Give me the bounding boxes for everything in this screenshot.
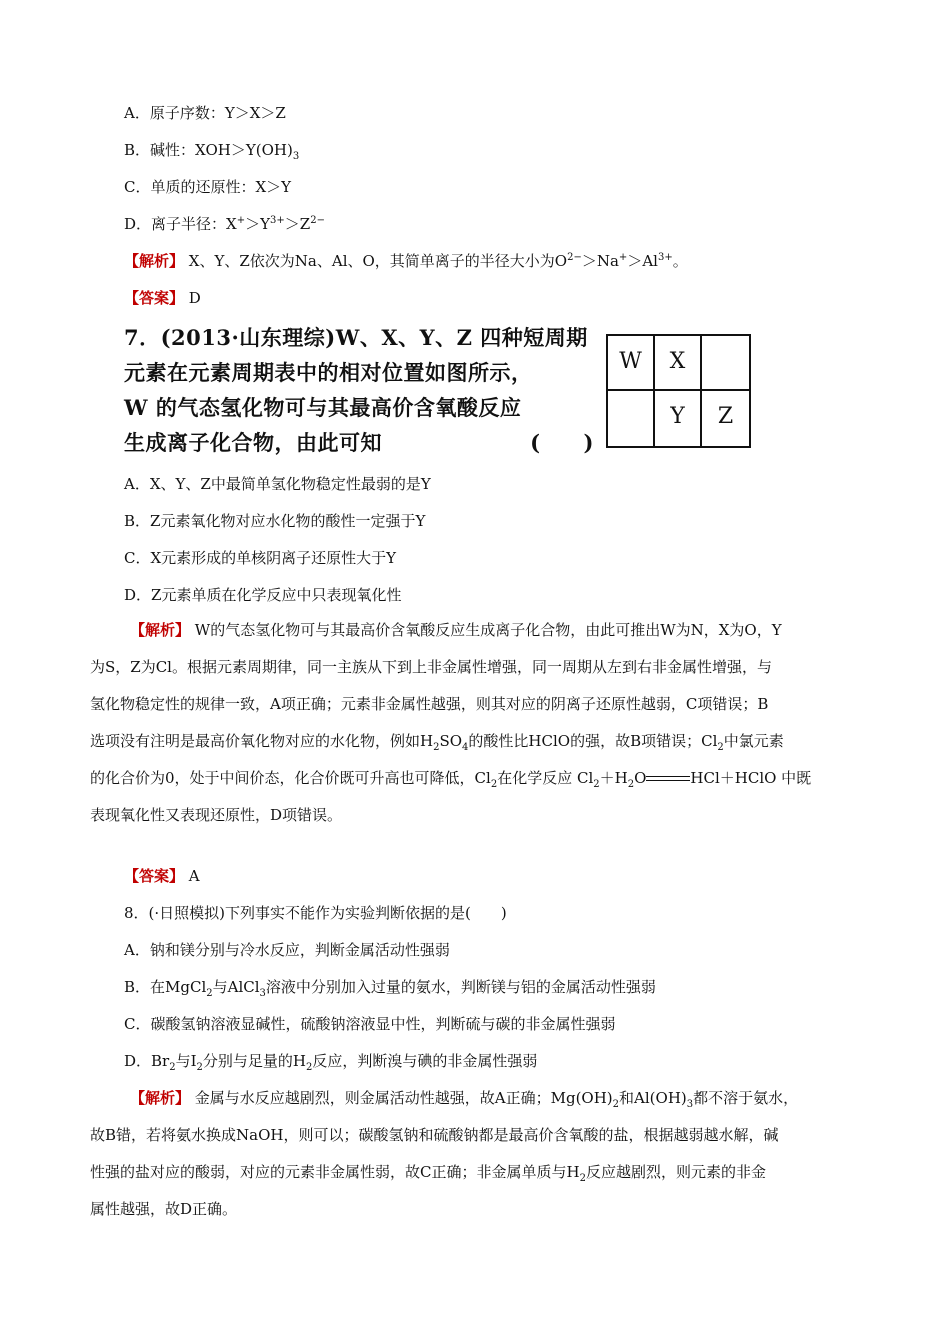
periodic-table-fragment xyxy=(606,334,751,448)
q6-option-c: C．单质的还原性：X＞Y xyxy=(124,178,292,196)
q7-option-b: B．Z元素氧化物对应水化物的酸性一定强于Y xyxy=(124,512,426,530)
q6-analysis: 【解析】 X、Y、Z依次为Na、Al、O，其简单离子的半径大小为$O^{2-}>Na^+>Al^{3+}$。 xyxy=(124,252,688,270)
q6-option-d: D．离子半径：$X^+>Y^{3+}>Z^{2-}$ xyxy=(124,215,325,233)
table-cell-x: X xyxy=(655,336,702,391)
q8-option-a: A．钠和镁分别与冷水反应，判断金属活动性强弱 xyxy=(124,941,450,959)
q8-stem: 8．(·日照模拟)下列事实不能作为实验判断依据的是( ) xyxy=(124,904,507,922)
answer-blank: ( ) xyxy=(530,430,594,455)
table-cell-z: Z xyxy=(717,404,734,429)
answer-tag: 【答案】 xyxy=(124,289,185,307)
q7-option-d: D．Z元素单质在化学反应中只表现氧化性 xyxy=(124,586,402,604)
q7-answer: 【答案】 A xyxy=(124,867,200,885)
table-cell-w: W xyxy=(608,336,655,391)
q7-option-a: A．X、Y、Z中最简单氢化物稳定性最弱的是Y xyxy=(124,475,431,493)
q7-option-c: C．X元素形成的单核阴离子还原性大于Y xyxy=(124,549,397,567)
reversible-equals-sign xyxy=(646,776,690,782)
q7-analysis: 【解析】 W的气态氢化物可与其最高价含氧酸反应生成离子化合物，由此可推出W为N，X为O，Y 为S，Z为Cl。根据元素周期律，同一主族从下到上非金属性增强，同一周期从左到右非金属性增强，与 氢化物稳定性的规律一致，A项正确；元素非金属性越强，则其对应的阴离子还原性越弱，C项错误；B 选项没有注明是最高价氧化物对应的水化物，例如$H_2SO_4$的酸性比HClO的强，故B项错误；$Cl_2$中氯元素 的化合价为0，处于中间价态，化合价既可升高也可降低，$Cl_2$在化学反应 $Cl_2+H_2O$ HCl＋HClO 中既 表现氧化性又表现还原性，D项错误。 xyxy=(90,621,812,824)
q8-option-d: D．$Br_2$与$I_2$分别与足量的$H_2$反应，判断溴与碘的非金属性强弱 xyxy=(124,1052,538,1073)
analysis-tag: 【解析】 xyxy=(130,621,191,639)
q8-option-b: B．在MgCl$_2$与AlCl$_3$溶液中分别加入过量的氨水，判断镁与铝的金属活动性强弱 xyxy=(124,978,656,999)
q8-option-c: C．碳酸氢钠溶液显碱性，硫酸钠溶液显中性，判断硫与碳的非金属性强弱 xyxy=(124,1015,616,1033)
q8-analysis: 【解析】 金属与水反应越剧烈，则金属活动性越强，故A正确；$Mg(OH)_2$和$Al(OH)_3$都不溶于氨水， 故B错，若将氨水换成NaOH，则可以；碳酸氢钠和硫酸钠都是最高价含氧酸的盐，根据越弱越水解，碱 性强的盐对应的酸弱，对应的元素非金属性弱，故C正确；非金属单质与$H_2$反应越剧烈，则元素的非金 属性越强，故D正确。 xyxy=(90,1089,799,1218)
q6-option-b: B．碱性：$XOH>Y(OH)_3$ xyxy=(124,141,300,162)
table-cell-y: Y xyxy=(655,391,702,446)
q6-answer: 【答案】 D xyxy=(124,289,201,307)
table-cell-empty xyxy=(608,391,655,446)
table-cell-empty xyxy=(702,336,749,391)
analysis-tag: 【解析】 xyxy=(124,252,185,270)
q6-option-a: A．原子序数：Y＞X＞Z xyxy=(124,104,286,122)
q7-stem: 7．(2013·山东理综)W、X、Y、Z 四种短周期 元素在元素周期表中的相对位置如图所示， W 的气态氢化物可与其最高价含氧酸反应 生成离子化合物，由此可知 ( ) xyxy=(124,320,604,460)
analysis-tag: 【解析】 xyxy=(130,1089,191,1107)
answer-tag: 【答案】 xyxy=(124,867,185,885)
